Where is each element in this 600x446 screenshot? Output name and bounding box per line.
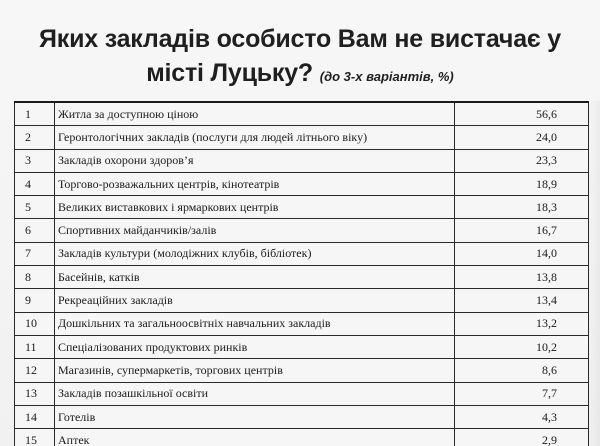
results-table (14, 101, 589, 446)
row-percent: 8,6 (455, 359, 589, 382)
title-line-2-text: місті Луцьку? (146, 59, 313, 87)
row-establishment: Закладів охорони здоров’я (55, 149, 455, 172)
row-number: 8 (15, 266, 55, 289)
row-establishment: Закладів позашкільної освіти (55, 382, 455, 405)
row-establishment: Рекреаційних закладів (55, 289, 455, 312)
table-row (15, 149, 589, 172)
row-establishment: Спортивних майданчиків/залів (55, 219, 455, 242)
row-establishment: Великих виставкових і ярмаркових центрів (55, 196, 455, 219)
table-row (15, 335, 589, 358)
row-percent: 24,0 (455, 126, 589, 149)
row-number: 15 (15, 429, 55, 446)
row-number: 3 (15, 149, 55, 172)
row-number: 10 (15, 312, 55, 335)
table-row (15, 266, 589, 289)
table-row (15, 219, 589, 242)
page-title (0, 22, 600, 94)
row-percent: 56,6 (455, 102, 589, 126)
table-row (15, 382, 589, 405)
row-number: 5 (15, 196, 55, 219)
row-establishment: Торгово-розважальних центрів, кінотеатрів (55, 172, 455, 195)
table-row (15, 359, 589, 382)
row-percent: 2,9 (455, 429, 589, 446)
row-number: 4 (15, 172, 55, 195)
row-number: 2 (15, 126, 55, 149)
page-edge-shadow (588, 101, 600, 446)
row-establishment: Аптек (55, 429, 455, 446)
table-row (15, 289, 589, 312)
row-number: 14 (15, 405, 55, 428)
table-row (15, 405, 589, 428)
table-row (15, 312, 589, 335)
row-percent: 13,4 (455, 289, 589, 312)
row-establishment: Магазинів, супермаркетів, торгових центрів (55, 359, 455, 382)
row-percent: 16,7 (455, 219, 589, 242)
results-table-body (15, 102, 589, 446)
row-percent: 18,9 (455, 172, 589, 195)
row-number: 7 (15, 242, 55, 265)
row-percent: 13,2 (455, 312, 589, 335)
row-percent: 4,3 (455, 405, 589, 428)
row-establishment: Басейнів, катків (55, 266, 455, 289)
row-establishment: Готелів (55, 405, 455, 428)
row-establishment: Геронтологічних закладів (послуги для людей літнього віку) (55, 126, 455, 149)
row-number: 6 (15, 219, 55, 242)
table-row (15, 126, 589, 149)
row-percent: 7,7 (455, 382, 589, 405)
row-number: 12 (15, 359, 55, 382)
row-percent: 23,3 (455, 149, 589, 172)
row-percent: 14,0 (455, 242, 589, 265)
title-note: (до 3-х варіантів, %) (319, 69, 454, 84)
row-percent: 10,2 (455, 335, 589, 358)
row-number: 11 (15, 335, 55, 358)
table-row (15, 429, 589, 446)
table-row (15, 242, 589, 265)
table-row (15, 102, 589, 126)
title-line-2 (0, 56, 600, 94)
table-row (15, 172, 589, 195)
row-establishment: Дошкільних та загальноосвітніх навчальних закладів (55, 312, 455, 335)
row-establishment: Спеціалізованих продуктових ринків (55, 335, 455, 358)
row-number: 9 (15, 289, 55, 312)
table-row (15, 196, 589, 219)
row-number: 1 (15, 102, 55, 126)
row-percent: 18,3 (455, 196, 589, 219)
row-establishment: Житла за доступною ціною (55, 102, 455, 126)
title-line-1: Яких закладів особисто Вам не вистачає у (39, 25, 561, 53)
row-number: 13 (15, 382, 55, 405)
row-percent: 13,8 (455, 266, 589, 289)
row-establishment: Закладів культури (молодіжних клубів, бібліотек) (55, 242, 455, 265)
